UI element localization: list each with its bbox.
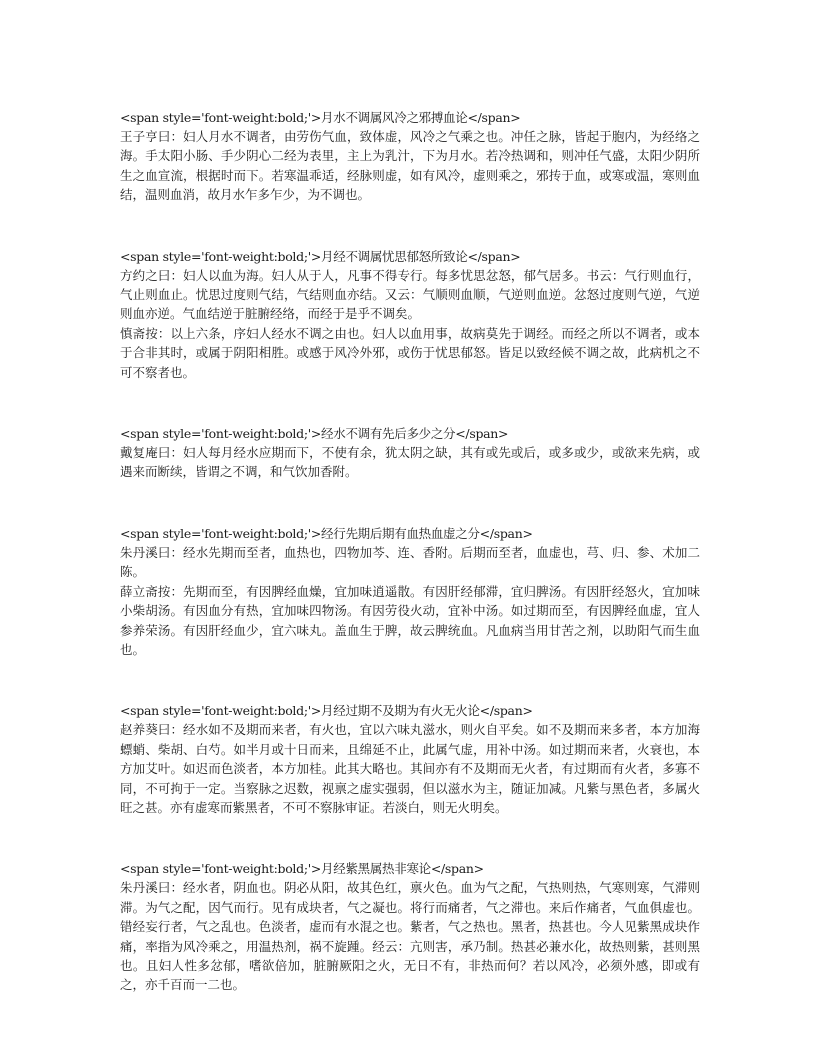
section-heading: <span style='font-weight:bold;'>经行先期后期有血热血虚之分</span>: [120, 525, 533, 541]
section-heading: <span style='font-weight:bold;'>月经紫黑属热非寒论</span>: [120, 861, 484, 877]
section-paragraph: 戴复庵曰：妇人每月经水应期而下，不使有余，犹太阴之缺，其有或先或后，或多或少，或欲来先病，或遇来而断续，皆谓之不调，和气饮加香附。: [120, 445, 700, 480]
section-heading: <span style='font-weight:bold;'>月水不调属风冷之邪搏血论</span>: [120, 110, 521, 125]
section-paragraph: 薛立斋按：先期而至，有因脾经血燥，宜加味逍遥散。有因肝经郁滞，宜归脾汤。有因肝经怒火，宜加味小柴胡汤。有因血分有热，宜加味四物汤。有因劳役火动，宜补中汤。如过期而至，有因脾经血虚，宜人参养荣汤。有因肝经血少，宜六味丸。盖血生于脾，故云脾统血。凡血病当用甘苦之剂，以助阳气而生血也。: [120, 583, 700, 657]
section-3: [120, 424, 700, 482]
section-paragraph: 慎斋按：以上六条，序妇人经水不调之由也。妇人以血用事，故病莫先于调经。而经之所以不调者，或本于合非其时，或属于阴阳相胜。或感于风冷外邪，或伤于忧思郁怒。皆足以致经候不调之故，此病机之不可不察者也。: [120, 325, 700, 380]
section-paragraph: 赵养葵曰：经水如不及期而来者，有火也，宜以六味丸滋水，则火自平矣。如不及期而来多者，本方加海螵蛸、柴胡、白芍。如半月或十日而来，且绵延不止，此属气虚，用补中汤。如过期而来者，火衰也，本方加艾叶。如迟而色淡者，本方加桂。此其大略也。其间亦有不及期而无火者，有过期而有火者，多寡不同，不可拘于一定。当察脉之迟数，视禀之虚实强弱，但以滋水为主，随证加减。凡紫与黑色者，多属火旺之甚。亦有虚寒而紫黑者，不可不察脉审证。若淡白，则无火明矣。: [120, 722, 700, 815]
section-paragraph: 方约之曰：妇人以血为海。妇人从于人，凡事不得专行。每多忧思忿怒，郁气居多。书云：气行则血行，气止则血止。忧思过度则气结，气结则血亦结。又云：气顺则血顺，气逆则血逆。忿怒过度则气逆，气逆则血亦逆。气血结逆于脏腑经络，而经于是乎不调矣。: [120, 267, 700, 322]
section-paragraph: 王子亨曰：妇人月水不调者，由劳伤气血，致体虚，风冷之气乘之也。冲任之脉，皆起于胞内，为经络之海。手太阳小肠、手少阴心二经为表里，主上为乳汁，下为月水。若冷热调和，则冲任气盛，太阳少阴所生之血宣流，根据时而下。若寒温乖适，经脉则虚，如有风冷，虚则乘之，邪抟于血，或寒或温，寒则血结，温则血消，故月水乍多乍少，为不调也。: [120, 129, 700, 203]
section-5: [120, 701, 700, 817]
section-4: [120, 524, 700, 659]
section-paragraph: 朱丹溪曰：经水先期而至者，血热也，四物加芩、连、香附。后期而至者，血虚也，芎、归、参、术加二陈。: [120, 544, 700, 580]
section-1: [120, 108, 700, 205]
section-heading: <span style='font-weight:bold;'>月经过期不及期为有火无火论</span>: [120, 703, 533, 719]
section-2: [120, 247, 700, 382]
section-heading: <span style='font-weight:bold;'>月经不调属忧思郁怒所致论</span>: [120, 248, 521, 264]
section-6: [120, 859, 700, 994]
section-heading: <span style='font-weight:bold;'>经水不调有先后多少之分</span>: [120, 426, 509, 442]
document-page: [120, 108, 700, 995]
section-paragraph: 朱丹溪曰：经水者，阴血也。阴必从阳，故其色红，禀火色。血为气之配，气热则热，气寒则寒，气滞则滞。为气之配，因气而行。见有成块者，气之凝也。将行而痛者，气之滞也。来后作痛者，气血俱虚也。错经妄行者，气之乱也。色淡者，虚而有水混之也。紫者，气之热也。黑者，热甚也。今人见紫黑成块作痛，率指为风冷乘之，用温热剂，祸不旋踵。经云：亢则害，承乃制。热甚必兼水化，故热则紫，甚则黑也。且妇人性多忿郁，嗜欲倍加，脏腑厥阳之火，无日不有，非热而何？若以风冷，必须外感，即或有之，亦千百而一二也。: [120, 880, 700, 993]
